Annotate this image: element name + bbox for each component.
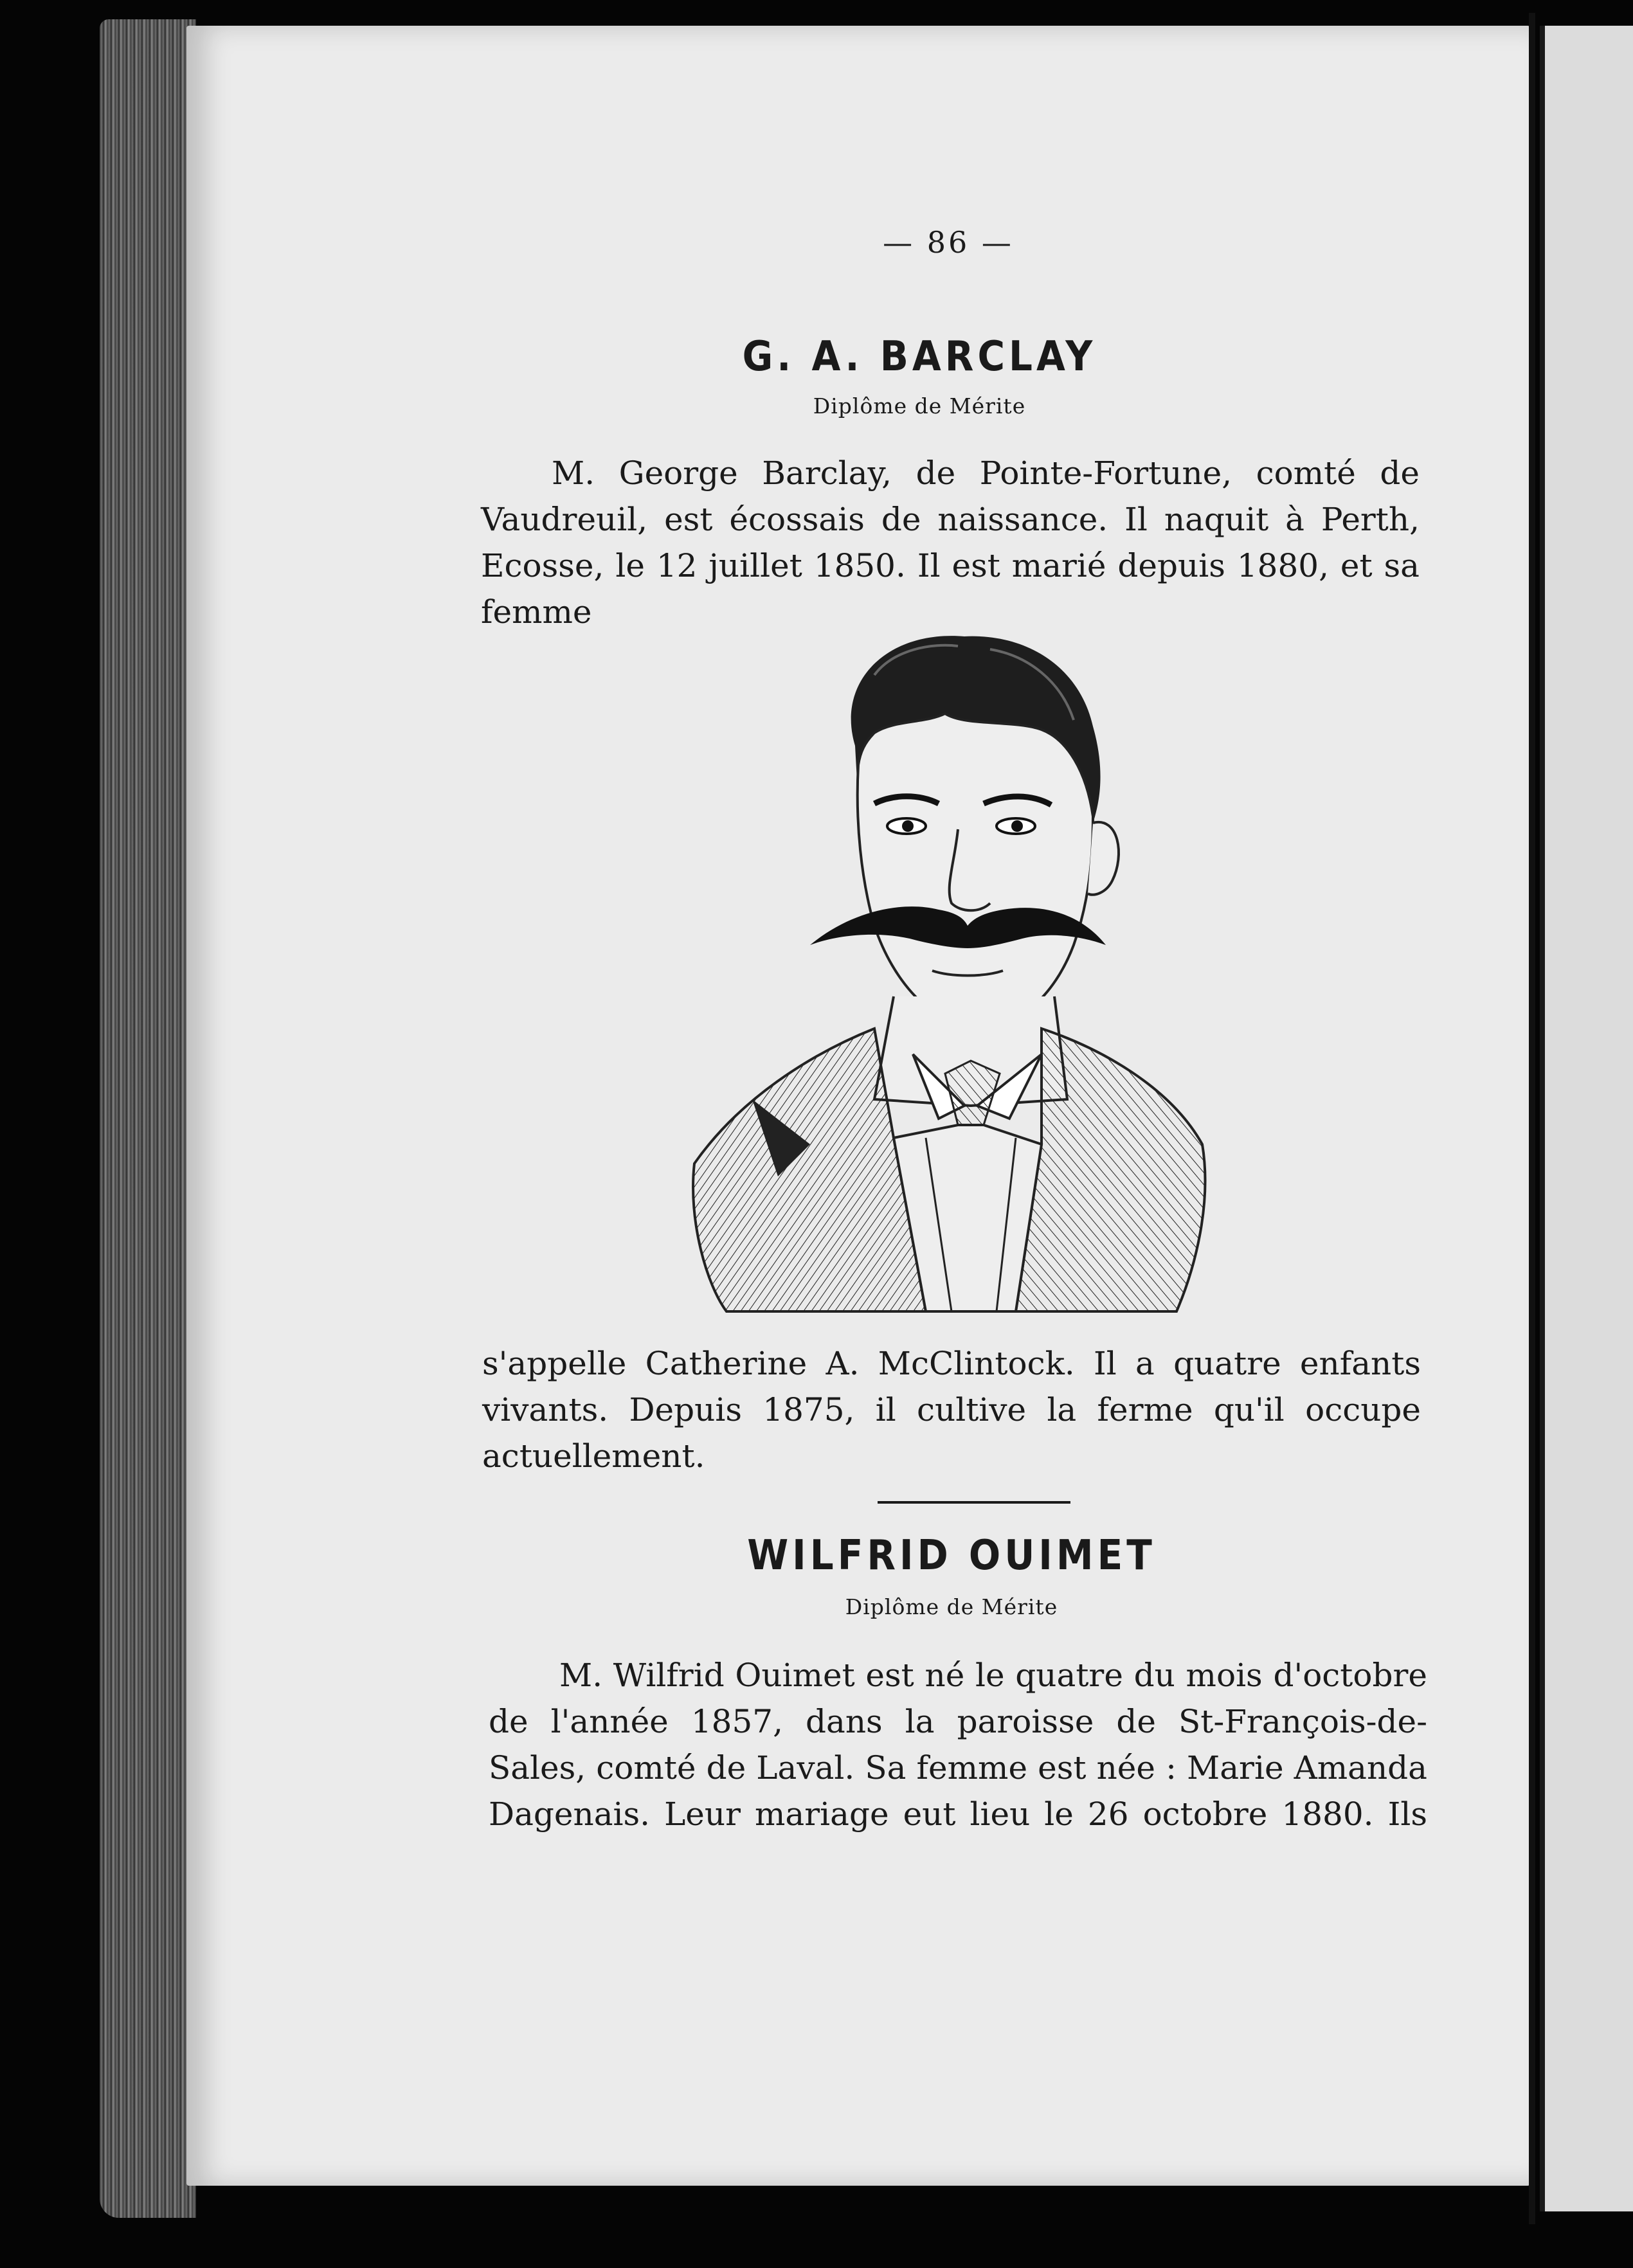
page-edges (100, 19, 196, 2218)
portrait-engraving (681, 611, 1215, 1318)
entry-title: WILFRID OUIMET (747, 1531, 1156, 1580)
entry-award: Diplôme de Mérite (845, 1594, 1058, 1619)
entry-paragraph-continued: s'appelle Catherine A. McClintock. Il a quatre enfants vivants. Depuis 1875, il cultive la ferme qu'il occupe actuellement. (482, 1345, 1421, 1475)
entry-paragraph: M. Wilfrid Ouimet est né le quatre du mois d'octobre de l'année 1857, dans la paroisse de St-François-de-Sales, comté de Laval. Sa femme est née : Marie Amanda Dagenais. Leur mariage eut lieu le 26 octobre 1880. Ils (489, 1657, 1427, 1833)
section-separator (878, 1501, 1070, 1504)
page-gutter (1529, 13, 1535, 2224)
entry-award: Diplôme de Mérite (813, 393, 1026, 419)
facing-page-edge (1540, 26, 1633, 2211)
entry-paragraph: M. George Barclay, de Pointe-Fortune, comté de Vaudreuil, est écossais de naissance. Il naquit à Perth, Ecosse, le 12 juillet 1850. Il est marié depuis 1880, et sa femme (481, 455, 1420, 631)
entry-title: G. A. BARCLAY (742, 332, 1097, 381)
page-number: — 86 — (883, 225, 1014, 260)
